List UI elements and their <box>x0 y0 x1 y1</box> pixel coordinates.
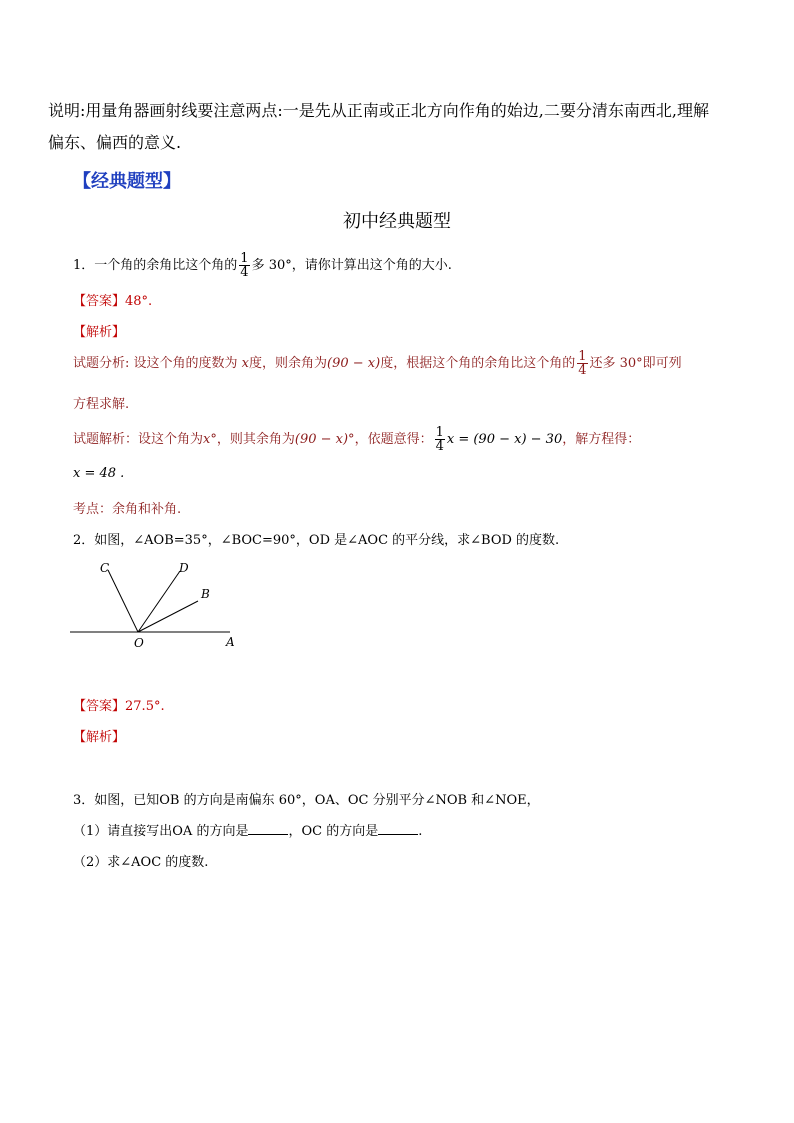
q1-solution-text-1: 试题解析：设这个角为 <box>73 432 204 447</box>
q1-answer-value: 48°. <box>125 294 153 309</box>
q1-analysis-text-3: 度，根据这个角的余角比这个角的 <box>380 356 576 371</box>
question-2: 2．如图，∠AOB=35°，∠BOC=90°，OD 是∠AOC 的平分线，求∠BOD 的度数. <box>73 533 560 548</box>
q1-solution-frac-num: 1 <box>435 425 444 440</box>
q1-analysis-frac-den: 4 <box>578 363 587 378</box>
intro-line-2: 偏东、偏西的意义. <box>48 133 182 152</box>
q1-frac-den: 4 <box>240 265 249 280</box>
q1-prefix: 1．一个角的余角比这个角的 <box>73 258 238 273</box>
q3-blank-oa <box>248 824 288 835</box>
q3-sub-2: （2）求∠AOC 的度数. <box>73 855 209 870</box>
q1-solution-result: x = 48 . <box>73 466 125 481</box>
q1-solution-equation: x = (90 − x) − 30 <box>446 432 563 447</box>
label-c: C <box>100 561 110 575</box>
intro-line-1: 说明:用量角器画射线要注意两点:一是先从正南或正北方向作角的始边,二要分清东南西北,理解 <box>48 101 709 120</box>
question-3: 3．如图，已知OB 的方向是南偏东 60°，OA、OC 分别平分∠NOB 和∠NOE， <box>73 793 540 808</box>
page-title: 初中经典题型 <box>343 211 451 232</box>
q1-solution-text-2: ，则其余角为 <box>216 432 295 447</box>
q1-frac-num: 1 <box>240 251 249 266</box>
q2-analysis-label: 【解析】 <box>73 730 126 745</box>
q2-answer <box>73 695 165 714</box>
q1-analysis-expr: (90 − x) <box>327 356 381 371</box>
label-o: O <box>134 636 144 650</box>
q2-answer-label: 【答案】 <box>73 699 126 714</box>
q1-solution <box>73 426 640 453</box>
ray-oc <box>108 570 138 632</box>
q1-answer-label: 【答案】 <box>73 294 126 309</box>
q1-analysis-text-1: 试题分析: 设这个角的度数为 <box>73 356 238 371</box>
section-heading: 【经典题型】 <box>73 171 181 192</box>
q1-solution-fraction <box>435 426 445 453</box>
label-b: B <box>201 587 210 601</box>
q1-solution-expr: (90 − x)° <box>294 432 355 447</box>
q3-blank-oc <box>378 824 418 835</box>
q1-analysis-label: 【解析】 <box>73 325 126 340</box>
q2-answer-value: 27.5°. <box>125 699 165 714</box>
q1-suffix: 多 30°，请你计算出这个角的大小. <box>251 258 452 273</box>
label-a: A <box>226 635 235 649</box>
q1-solution-frac-den: 4 <box>435 439 444 454</box>
q1-analysis-var: x <box>241 356 249 371</box>
q1-analysis <box>73 350 682 377</box>
q1-analysis-frac-num: 1 <box>578 349 587 364</box>
q1-analysis-fraction <box>577 350 587 377</box>
label-d: D <box>179 561 189 575</box>
q1-analysis-line-2: 方程求解. <box>73 397 130 412</box>
q1-analysis-text-2: 度，则余角为 <box>249 356 328 371</box>
q3-sub1-text-c: . <box>418 824 423 839</box>
q1-solution-text-3: ，依题意得： <box>354 432 433 447</box>
q1-solution-var: x° <box>203 432 217 447</box>
q1-solution-text-4: ，解方程得： <box>562 432 641 447</box>
q3-sub-1 <box>73 820 422 839</box>
q1-kaodian: 考点：余角和补角. <box>73 502 182 517</box>
q1-analysis-text-4: 还多 30°即可列 <box>589 356 682 371</box>
q3-sub1-text-a: （1）请直接写出OA 的方向是 <box>73 824 249 839</box>
q3-sub1-text-b: ，OC 的方向是 <box>288 824 379 839</box>
question-1 <box>73 252 452 279</box>
ray-ob <box>138 601 198 632</box>
angle-figure <box>70 556 245 651</box>
q1-fraction <box>239 252 249 279</box>
ray-od <box>138 571 180 632</box>
q1-answer <box>73 290 152 309</box>
